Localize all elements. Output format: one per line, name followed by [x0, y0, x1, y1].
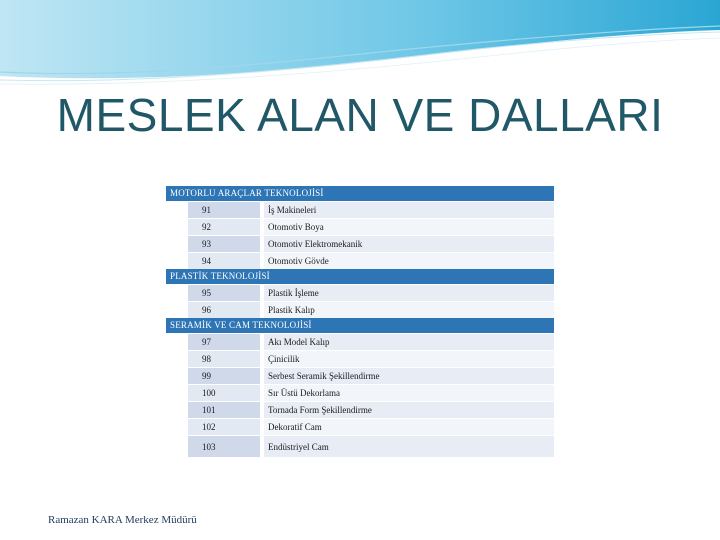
- table-row: [166, 201, 554, 218]
- table-row: [166, 435, 554, 457]
- row-number: 101: [188, 401, 260, 418]
- table-row: [166, 350, 554, 367]
- row-name: Plastik Kalıp: [264, 301, 554, 318]
- row-number: 93: [188, 235, 260, 252]
- row-name: İş Makineleri: [264, 201, 554, 218]
- row-number: 100: [188, 384, 260, 401]
- occupation-table: [166, 186, 554, 457]
- row-name: Dekoratif Cam: [264, 418, 554, 435]
- row-number: 92: [188, 218, 260, 235]
- row-number: 103: [188, 435, 260, 457]
- row-name: Otomotiv Elektromekanik: [264, 235, 554, 252]
- row-name: Akı Model Kalıp: [264, 333, 554, 350]
- slide-title: MESLEK ALAN VE DALLARI: [56, 89, 664, 141]
- row-number: 102: [188, 418, 260, 435]
- section-header: PLASTİK TEKNOLOJİSİ: [166, 269, 554, 284]
- row-name: Otomotiv Boya: [264, 218, 554, 235]
- row-number: 96: [188, 301, 260, 318]
- row-number: 94: [188, 252, 260, 269]
- table-row: [166, 401, 554, 418]
- row-number: 98: [188, 350, 260, 367]
- row-number: 95: [188, 284, 260, 301]
- decorative-wave-banner: [0, 0, 720, 90]
- row-name: Sır Üstü Dekorlama: [264, 384, 554, 401]
- table-row: [166, 218, 554, 235]
- table-row: [166, 284, 554, 301]
- row-name: Serbest Seramik Şekillendirme: [264, 367, 554, 384]
- row-number: 97: [188, 333, 260, 350]
- section-header: SERAMİK VE CAM TEKNOLOJİSİ: [166, 318, 554, 333]
- table-row: [166, 235, 554, 252]
- table-row: [166, 367, 554, 384]
- table-row: [166, 301, 554, 318]
- row-name: Plastik İşleme: [264, 284, 554, 301]
- row-name: Tornada Form Şekillendirme: [264, 401, 554, 418]
- table-row: [166, 333, 554, 350]
- row-name: Endüstriyel Cam: [264, 435, 554, 457]
- row-name: Otomotiv Gövde: [264, 252, 554, 269]
- table-row: [166, 418, 554, 435]
- row-number: 91: [188, 201, 260, 218]
- section-header: MOTORLU ARAÇLAR TEKNOLOJİSİ: [166, 186, 554, 201]
- slide-footer-author: Ramazan KARA Merkez Müdürü: [48, 514, 197, 526]
- table-row: [166, 384, 554, 401]
- row-number: 99: [188, 367, 260, 384]
- table-row: [166, 252, 554, 269]
- row-name: Çinicilik: [264, 350, 554, 367]
